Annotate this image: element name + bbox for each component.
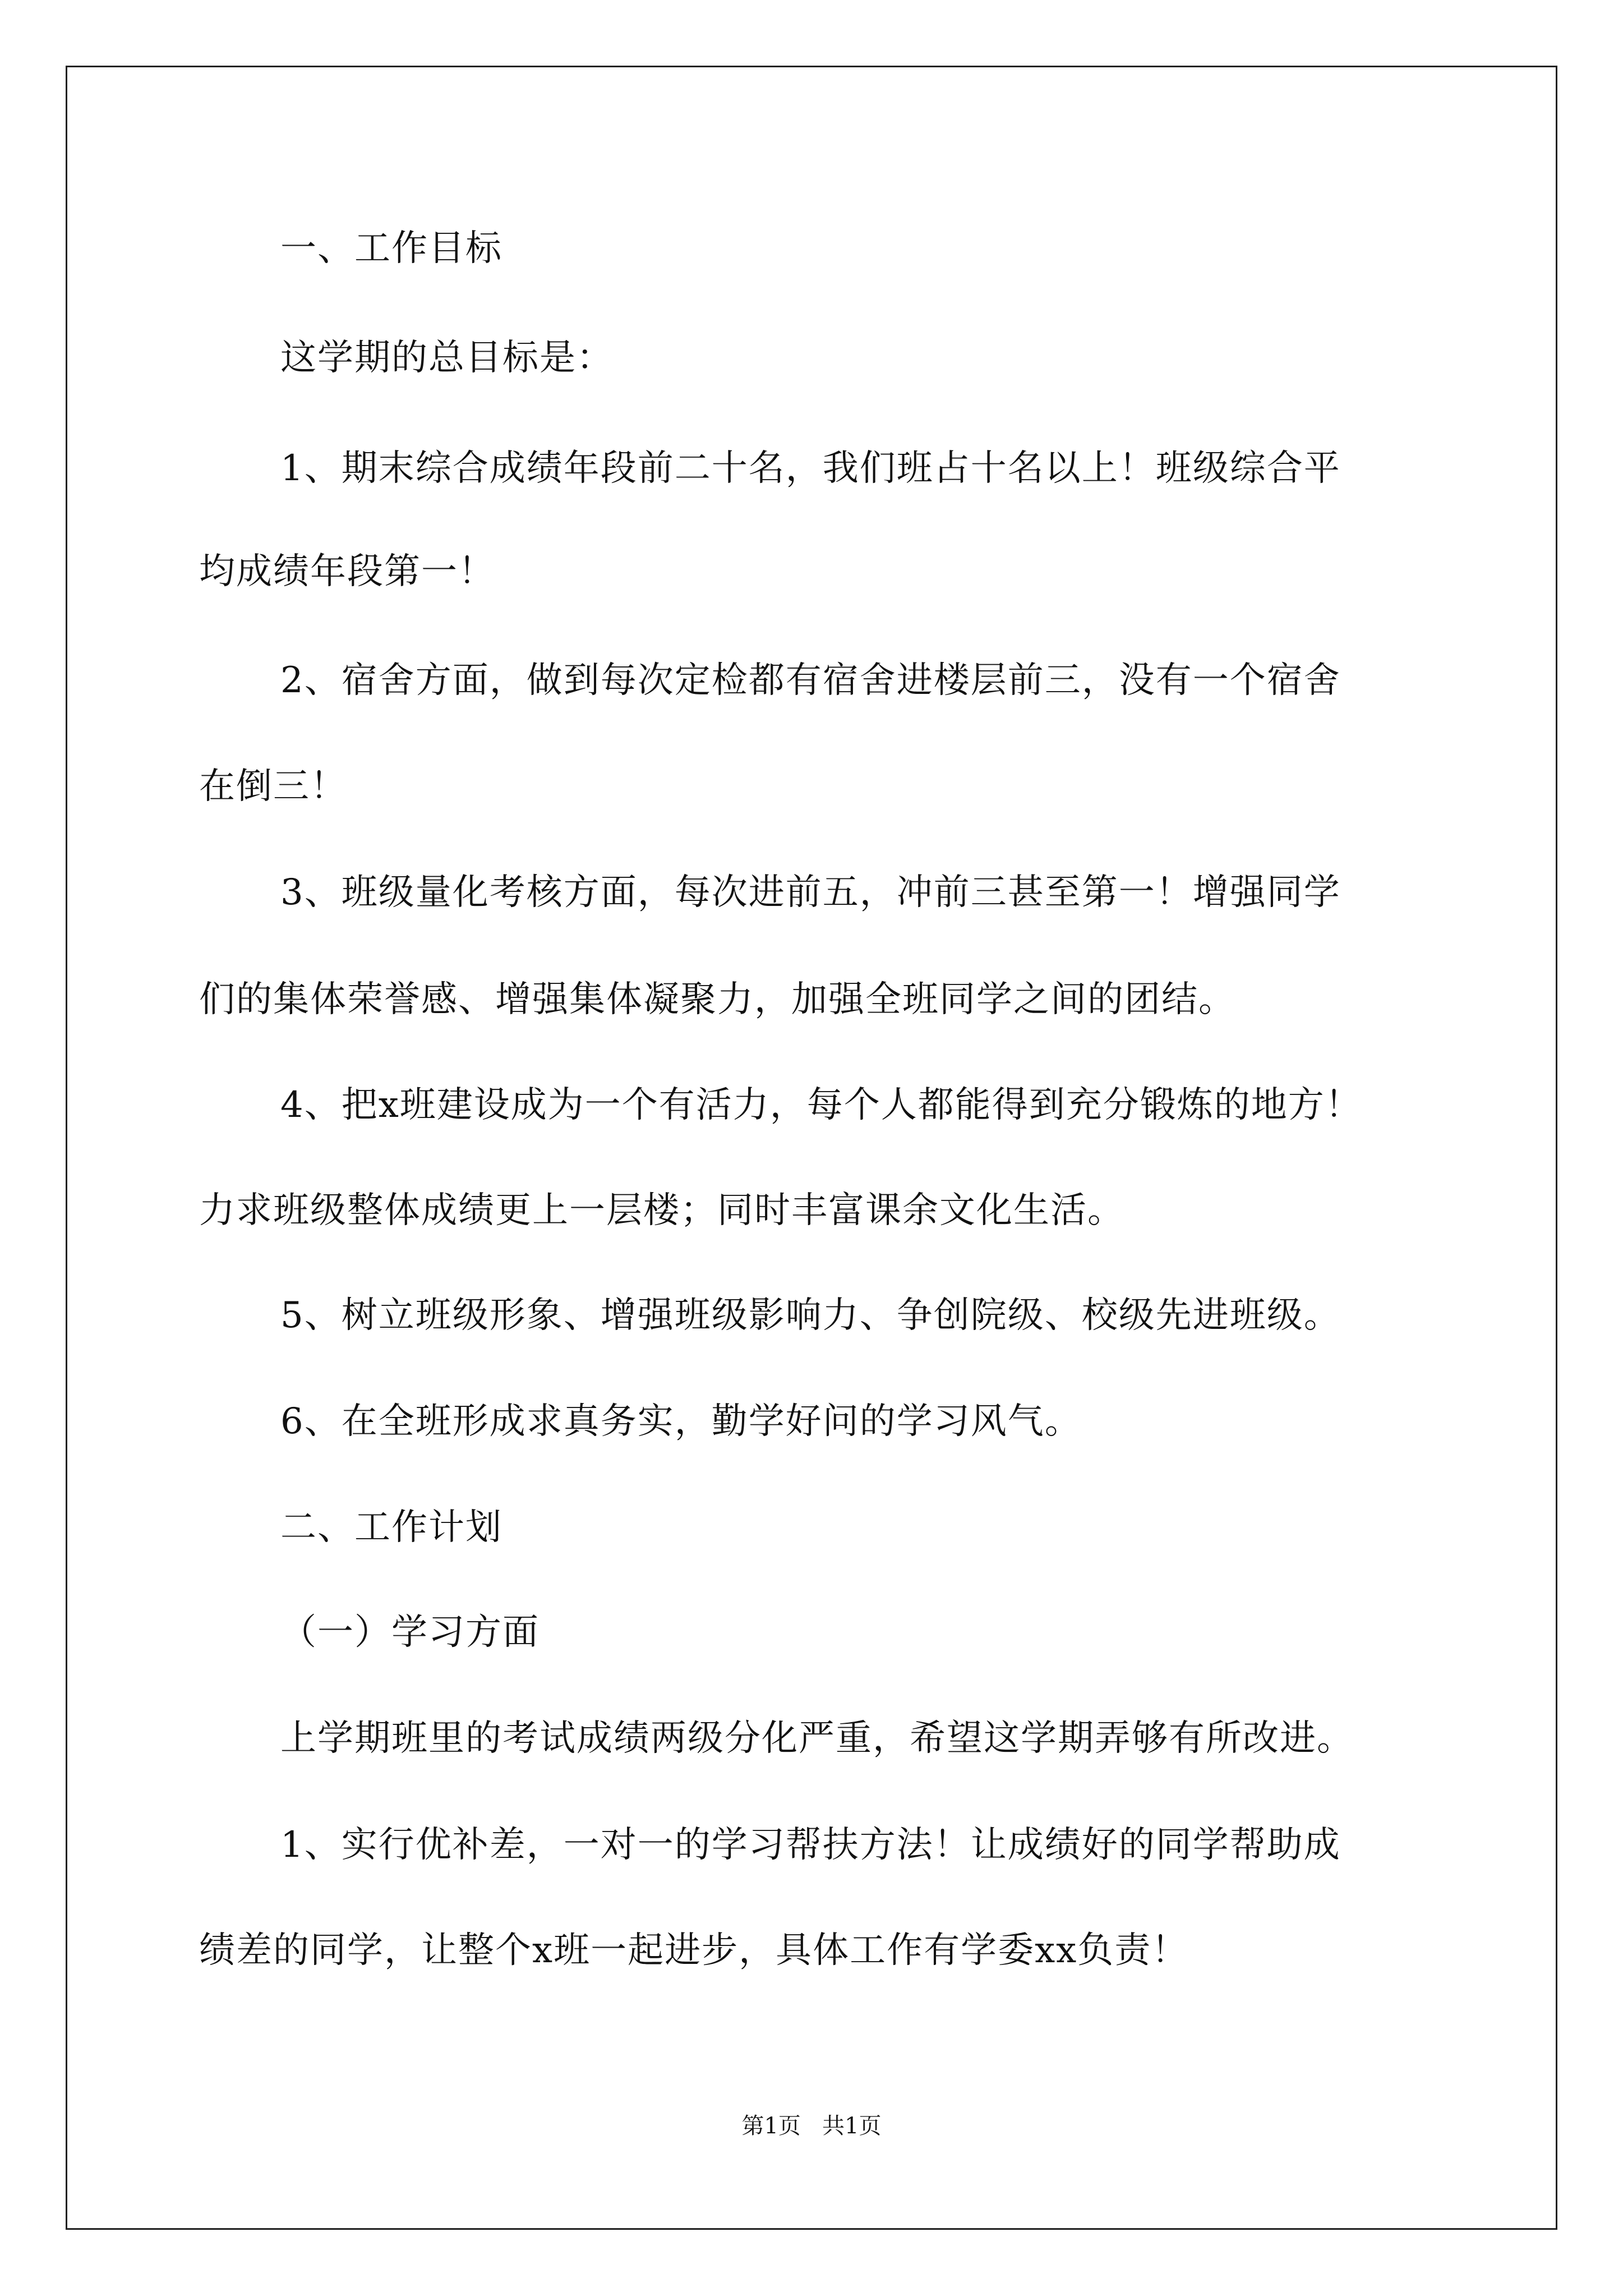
paragraph-line: 力求班级整体成绩更上一层楼；同时丰富课余文化生活。 bbox=[199, 1190, 1124, 1231]
page-footer: 第1页 共1页 bbox=[741, 2113, 882, 2139]
paragraph-line: 上学期班里的考试成绩两级分化严重，希望这学期弄够有所改进。 bbox=[280, 1718, 1354, 1759]
paragraph-line: 这学期的总目标是： bbox=[280, 337, 614, 379]
page-frame bbox=[66, 66, 1557, 2230]
subsection-heading-study: （一）学习方面 bbox=[280, 1612, 540, 1653]
paragraph-line: 1、实行优补差，一对一的学习帮扶方法！让成绩好的同学帮助成 bbox=[280, 1824, 1341, 1866]
paragraph-line: 1、期末综合成绩年段前二十名，我们班占十名以上！班级综合平 bbox=[280, 448, 1341, 489]
paragraph-line: 2、宿舍方面，做到每次定检都有宿舍进楼层前三，没有一个宿舍 bbox=[280, 660, 1341, 701]
paragraph-line: 在倒三！ bbox=[199, 766, 347, 807]
paragraph-line: 均成绩年段第一！ bbox=[199, 551, 495, 592]
paragraph-line: 4、把x班建设成为一个有活力，每个人都能得到充分锻炼的地方！ bbox=[280, 1084, 1362, 1126]
section-heading-goals: 一、工作目标 bbox=[280, 228, 502, 269]
paragraph-line: 5、树立班级形象、增强班级影响力、争创院级、校级先进班级。 bbox=[280, 1295, 1341, 1336]
paragraph-line: 们的集体荣誉感、增强集体凝聚力，加强全班同学之间的团结。 bbox=[199, 979, 1235, 1020]
paragraph-line: 3、班级量化考核方面，每次进前五，冲前三甚至第一！增强同学 bbox=[280, 872, 1341, 913]
section-heading-plan: 二、工作计划 bbox=[280, 1507, 502, 1548]
paragraph-line: 绩差的同学，让整个x班一起进步，具体工作有学委xx负责！ bbox=[199, 1930, 1189, 1971]
paragraph-line: 6、在全班形成求真务实，勤学好问的学习风气。 bbox=[280, 1401, 1082, 1442]
